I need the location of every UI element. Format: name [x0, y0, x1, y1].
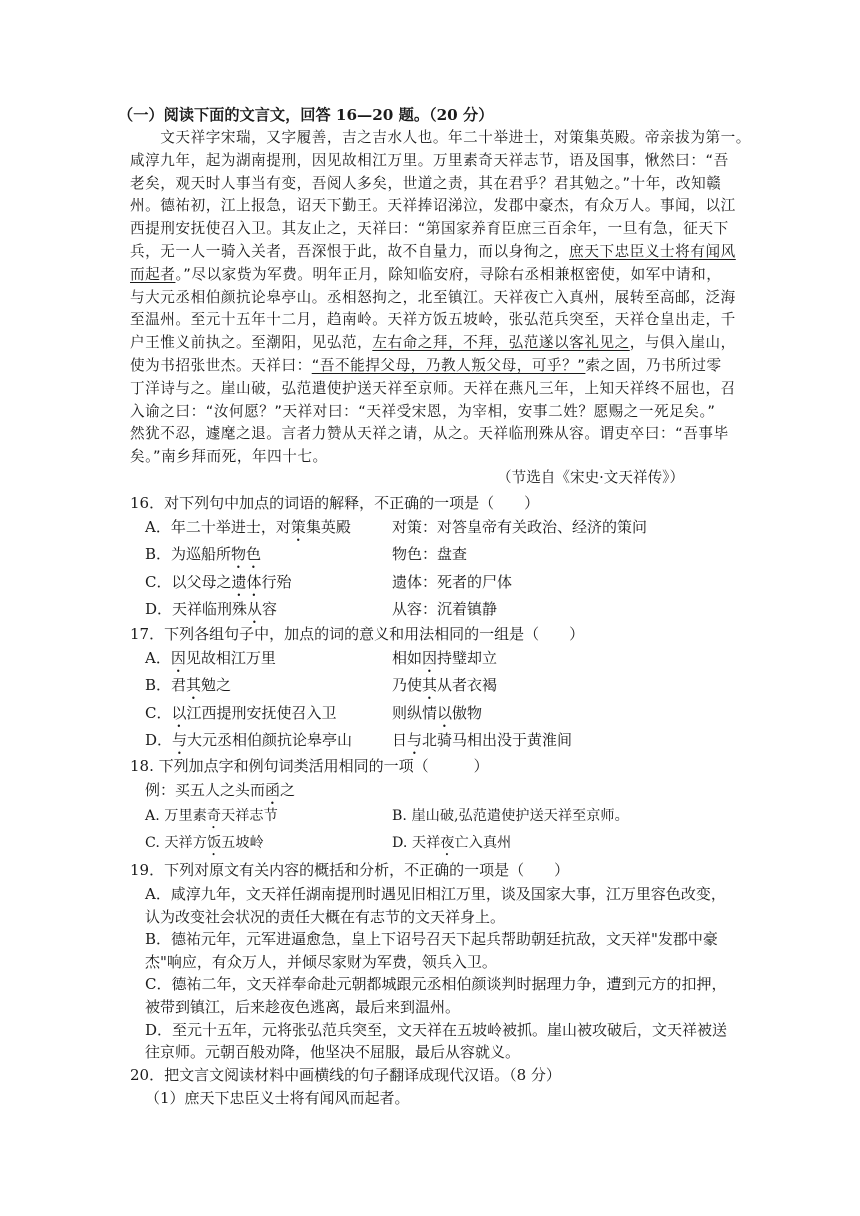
example-text: 例：买五人之头而	[145, 781, 266, 799]
question-stem: 19．下列对原文有关内容的概括和分析，不正确的一项是（ ）	[130, 861, 570, 879]
passage-line	[130, 287, 736, 309]
option-left	[145, 702, 337, 731]
underlined-sentence: 而起者	[130, 265, 176, 283]
analysis-line: 往京师。元朝百般劝降，他坚决不屈服，最后从容就义。	[145, 1043, 521, 1062]
option-text: 天祥志节	[221, 808, 278, 824]
passage-line	[130, 355, 722, 377]
option-left	[145, 571, 292, 600]
option-right: 物色：盘查	[392, 545, 468, 564]
dotted-word: 因	[422, 649, 438, 667]
analysis-line: 被带到镇江，后来趁夜色逃离，最后来到温州。	[145, 998, 461, 1016]
dotted-word: 与	[172, 730, 188, 749]
passage-text: 州。德祐初，江上报急，诏天下勤王。天祥捧诏涕泣，发郡中豪杰，有众万人。事闻，以江	[130, 197, 736, 215]
dotted-word: 从	[247, 599, 263, 618]
passage-text: 使为书招张世杰。天祥曰：	[130, 357, 312, 374]
passage-text: ，与俱入崖山，	[629, 334, 736, 352]
option-left	[145, 647, 276, 676]
option-right: 从容：沉着镇静	[392, 599, 498, 618]
dotted-word: 其	[186, 676, 202, 695]
analysis-line: 认为改变社会状况的责任大概在有志节的文天祥身上。	[145, 907, 506, 926]
underlined-sentence: 庶天下忠臣义士将有闻风	[569, 243, 736, 260]
option-right: 对策：对答皇帝有关政治、经济的策问	[392, 518, 648, 536]
option-text: 容	[262, 599, 278, 618]
passage-text: 至温州。至元十五年十二月，趋南岭。天祥方饭五坡岭，张弘范兵突至，天祥仓皇出走，千	[130, 311, 736, 329]
underlined-sentence: 左右命之拜，不拜，弘范遂以客礼见之	[372, 334, 630, 352]
passage-text: 老矣，观天时人事当有变，吾阅人多矣，世道之责，其在君乎？君其勉之。”十年，改知赣	[130, 174, 722, 192]
option-text: 五坡岭	[221, 835, 264, 852]
option-text: 集英殿	[305, 518, 351, 536]
option-text: 见故相江万里	[185, 649, 276, 667]
dotted-word: 因	[170, 649, 186, 667]
dotted-word: 饭	[206, 835, 222, 852]
passage-line	[130, 241, 736, 263]
option-text: 傲物	[452, 703, 483, 722]
option-text: A．年二十举进士，对	[145, 518, 291, 536]
option-left	[145, 543, 261, 572]
option-text: 日	[392, 730, 408, 749]
analysis-line: 杰"响应，有众万人，并倾尽家财为军费，领兵入卫。	[145, 952, 497, 971]
passage-text: 索之固，乃书所过零	[585, 357, 722, 374]
option-right	[392, 805, 629, 827]
passage-line	[130, 446, 328, 468]
option-text: 江西提刑安抚使召入卫	[186, 703, 337, 722]
option-text: B．为巡船所	[145, 545, 232, 564]
question-stem: 17．下列各组句子中，加点的词的意义和用法相同的一组是（ ）	[130, 625, 585, 643]
option-text: B. 崖山破,弘范遣使护送天祥至京师。	[392, 808, 629, 824]
option-text: 则纵情	[392, 703, 438, 722]
option-text: 大元丞相伯颜抗论皋亭山	[187, 730, 353, 749]
passage-line	[130, 173, 721, 195]
passage-line	[130, 195, 736, 217]
analysis-line: A．咸淳九年，文天祥任湖南提刑时遇见旧相江万里，谈及国家大事，江万里容色改变，	[145, 885, 726, 903]
passage-text: 矣。”南乡拜而死，年四十七。	[130, 448, 328, 466]
option-text: A. 万里素	[145, 808, 207, 824]
option-right	[392, 702, 482, 731]
passage-text: 入谕之曰：“汝何愿？”天祥对曰：“天祥受宋恩，为宰相，安事二姓？愿赐之一死足矣。”	[130, 402, 716, 420]
dotted-word: 遗体	[231, 572, 262, 591]
option-text: 持璧却立	[437, 649, 498, 667]
dotted-word: 其	[422, 676, 438, 695]
example-sentence	[145, 779, 295, 808]
dotted-word: 策	[290, 518, 306, 536]
option-right	[392, 647, 497, 676]
option-left	[145, 516, 351, 545]
option-left	[145, 729, 352, 758]
option-text: C．以父母之	[145, 572, 232, 591]
dotted-word: 以	[171, 703, 187, 722]
passage-line	[130, 332, 736, 354]
option-left	[145, 832, 264, 859]
dotted-word: 函	[265, 781, 281, 799]
underlined-sentence: “吾不能捍父母，乃教人叛父母，可乎？”	[311, 357, 586, 374]
passage-line	[130, 423, 729, 445]
passage-text: 西提刑安抚使召入卫。其友止之，天祥曰：“第国家养育臣庶三百余年，一旦有急，征天下	[130, 220, 729, 238]
dotted-word: 与	[407, 730, 423, 749]
passage-text: 户王惟义前执之。至潮阳，见弘范，	[130, 334, 373, 352]
option-text: 从者衣褐	[437, 676, 498, 695]
passage-line	[130, 264, 721, 286]
passage-line	[130, 378, 736, 400]
option-left	[145, 674, 231, 703]
passage-text: 文天祥字宋瑞，又字履善，吉之吉水人也。年二十举进士，对策集英殿。帝亲拔为第一。	[130, 129, 751, 146]
passage-text: 。”尽以家赀为军费。明年正月，除知临安府，寻除右丞相兼枢密使，如军中请和，	[175, 265, 722, 283]
passage-source: （节选自《宋史·文天祥传》）	[497, 469, 685, 486]
analysis-line: D．至元十五年，元将张弘范兵突至，文天祥在五坡岭被抓。崖山被攻破后，文天祥被送	[145, 1020, 728, 1039]
option-right	[392, 674, 497, 703]
option-left	[145, 805, 278, 832]
option-text: 北骑马相出没于黄淮间	[422, 730, 573, 749]
dotted-word: 奇	[206, 808, 222, 824]
analysis-line: B．德祐元年，元军进逼愈急，皇上下诏号召天下起兵帮助朝廷抗敌，文天祥"发郡中豪	[145, 930, 718, 949]
option-text: 勉之	[201, 676, 232, 695]
passage-text: 然犹不忍，遽麾之退。言者力赞从天祥之请，从之。天祥临刑殊从容。谓吏卒曰：“吾事毕	[130, 425, 729, 443]
question-stem: 16．对下列句中加点的词语的解释，不正确的一项是（ ）	[130, 494, 540, 512]
passage-text: 与大元丞相伯颜抗论皋亭山。丞相怒拘之，北至镇江。天祥夜亡入真州，展转至高邮，泛海	[130, 288, 736, 306]
example-text: 之	[280, 781, 296, 799]
translation-item: （1）庶天下忠臣义士将有闻风而起者。	[145, 1089, 410, 1107]
passage-line	[130, 218, 729, 240]
passage-line	[130, 309, 736, 331]
option-text: 行殆	[261, 572, 292, 591]
passage-line	[130, 150, 729, 172]
option-text: D．天祥临刑殊	[145, 599, 248, 618]
option-text: 乃使	[392, 676, 423, 695]
analysis-line: C．德祐二年，文天祥奉命赴元朝都城跟元丞相伯颜谈判时据理力争，遭到元方的扣押，	[145, 975, 727, 994]
passage-line	[130, 127, 751, 149]
option-text: B．君	[145, 676, 187, 695]
option-text: 亡入真州	[454, 835, 512, 852]
section-heading: （一）阅读下面的文言文，回答 16—20 题。（20 分）	[118, 106, 494, 124]
passage-text: 丁洋诗与之。崖山破，弘范遣使护送天祥至京师。天祥在燕凡三年，上知天祥终不屈也，召	[130, 379, 736, 397]
question-stem: 20．把文言文阅读材料中画横线的句子翻译成现代汉语。（8 分）	[130, 1066, 561, 1084]
option-text: D. 天祥	[392, 835, 441, 852]
option-right: 遗体：死者的尸体	[392, 572, 513, 591]
passage-text: 兵，无一人一骑入关者，吾深恨于此，故不自量力，而以身徇之，	[130, 243, 570, 260]
dotted-word: 物色	[231, 545, 262, 564]
question-stem: 18. 下列加点字和例句词类活用相同的一项（ ）	[130, 757, 489, 775]
option-right	[392, 729, 572, 758]
option-text: C．	[145, 703, 172, 722]
option-text: 相如	[392, 649, 423, 667]
option-text: D．	[145, 730, 173, 749]
option-text: C. 天祥方	[145, 835, 207, 852]
dotted-word: 夜	[440, 835, 455, 852]
dotted-word: 以	[437, 703, 453, 722]
passage-text: 咸淳九年，起为湖南提刑，因见故相江万里。万里素奇天祥志节，语及国事，愀然曰：“吾	[130, 151, 729, 169]
passage-line	[130, 401, 715, 423]
option-text: A．	[145, 649, 171, 667]
option-right	[392, 832, 511, 859]
